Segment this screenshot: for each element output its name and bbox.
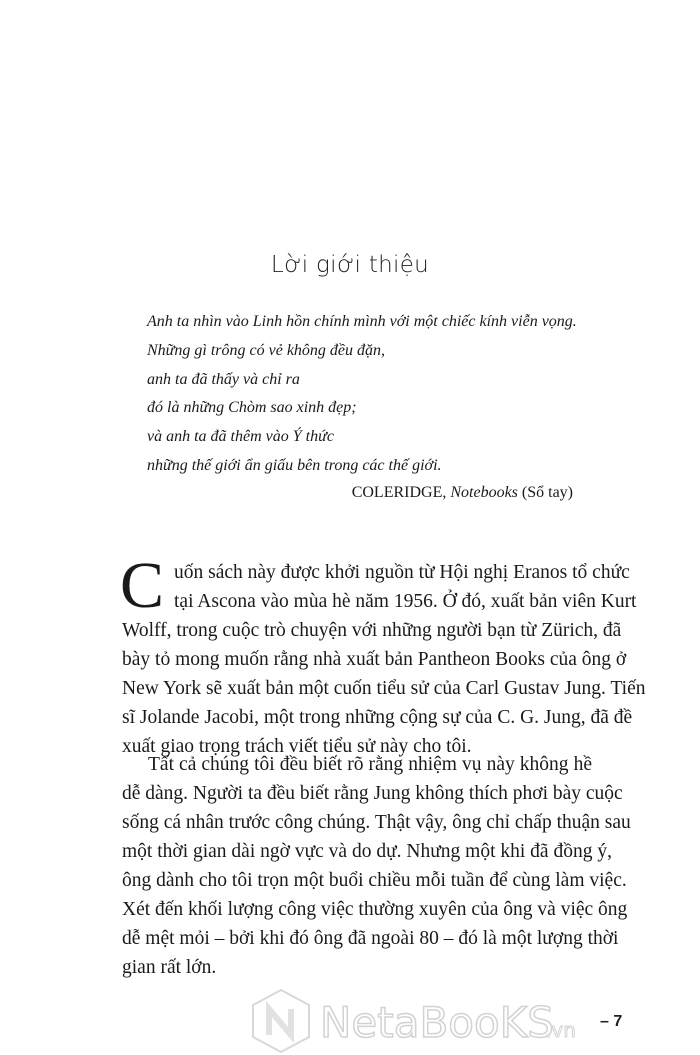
text-line: gian rất lớn. xyxy=(122,957,217,978)
text-line: tại Ascona vào mùa hè năm 1956. Ở đó, xuất bản viên Kurt xyxy=(174,591,637,612)
svg-text:.vn: .vn xyxy=(545,1018,576,1042)
watermark-text: NetaBooKS xyxy=(320,998,554,1047)
paragraph-1 xyxy=(122,558,646,761)
text-line: Wolff, trong cuộc trò chuyện với những người bạn từ Zürich, đã xyxy=(122,620,622,641)
text-line: sống cá nhân trước công chúng. Thật vậy, ông chỉ chấp thuận sau xyxy=(122,812,631,833)
text-line: dễ mệt mỏi – bởi khi đó ông đã ngoài 80 – đó là một lượng thời xyxy=(122,928,619,949)
text-line: Xét đến khối lượng công việc thường xuyên của ông và việc ông xyxy=(122,899,628,920)
epigraph-line: và anh ta đã thêm vào Ý thức xyxy=(147,428,334,446)
epigraph-line: đó là những Chòm sao xinh đẹp; xyxy=(147,399,357,417)
text-line: sĩ Jolande Jacobi, một trong những cộng sự của C. G. Jung, đã đề xyxy=(122,707,633,728)
epigraph-line: Anh ta nhìn vào Linh hồn chính mình với một chiếc kính viễn vọng. xyxy=(147,313,577,330)
epigraph xyxy=(147,308,577,481)
epigraph-work-translation: (Sổ tay) xyxy=(521,484,573,501)
text-line: dễ dàng. Người ta đều biết rằng Jung không thích phơi bày cuộc xyxy=(122,783,623,804)
text-line: một thời gian dài ngờ vực và do dự. Nhưng một khi đã đồng ý, xyxy=(122,841,612,862)
paragraph-2 xyxy=(122,750,631,982)
epigraph-work: Notebooks xyxy=(450,484,518,501)
epigraph-line: những thế giới ẩn giấu bên trong các thế giới. xyxy=(147,456,442,474)
text-line: ông dành cho tôi trọn một buổi chiều mỗi tuần để cùng làm việc. xyxy=(122,870,627,891)
text-line: xuất giao trọng trách viết tiểu sử này cho tôi. xyxy=(122,736,472,757)
epigraph-attribution xyxy=(352,484,573,502)
text-line: bày tỏ mong muốn rằng nhà xuất bản Pantheon Books của ông ở xyxy=(122,649,627,670)
chapter-title: Lời giới thiệu xyxy=(270,252,430,278)
text-line: Tất cả chúng tôi đều biết rõ rằng nhiệm vụ này không hề xyxy=(148,754,592,775)
epigraph-line: anh ta đã thấy và chỉ ra xyxy=(147,370,300,388)
text-line: uốn sách này được khởi nguồn từ Hội nghị Eranos tổ chức xyxy=(174,562,630,583)
epigraph-line: Những gì trông có vẻ không đều đặn, xyxy=(147,341,386,359)
epigraph-author: COLERIDGE, xyxy=(351,484,447,501)
netabooks-watermark-logo xyxy=(245,985,585,1055)
page-number: – 7 xyxy=(600,1013,623,1030)
drop-cap: C xyxy=(120,556,165,616)
text-line: New York sẽ xuất bản một cuốn tiểu sử của Carl Gustav Jung. Tiến xyxy=(122,678,646,699)
